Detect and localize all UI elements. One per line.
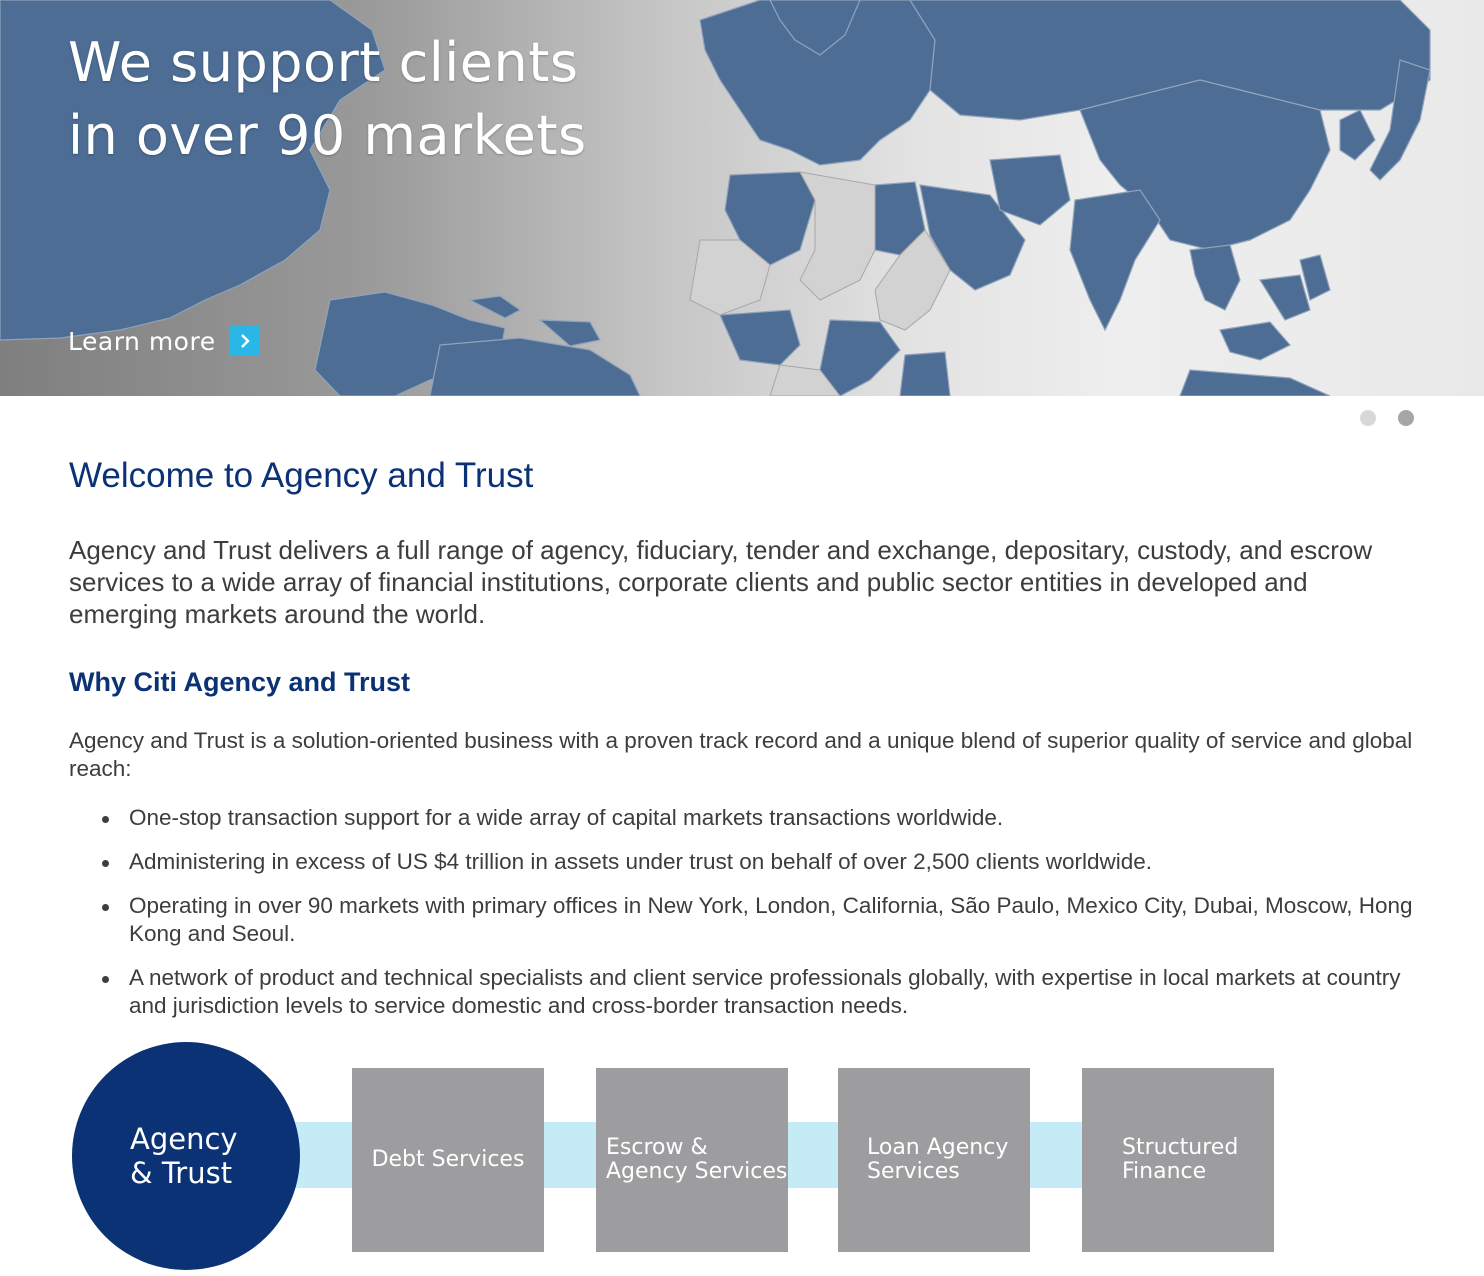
learn-more-link[interactable] xyxy=(68,324,260,358)
structured-finance-label: Structured Finance xyxy=(1122,1135,1239,1184)
carousel-dot-1[interactable] xyxy=(1360,410,1376,426)
chevron-right-icon[interactable] xyxy=(230,326,260,356)
why-citi-heading: Why Citi Agency and Trust xyxy=(69,667,411,697)
list-item: Operating in over 90 markets with primary offices in New York, London, California, São Paulo, Mexico City, Dubai, Moscow, Hong Kong and Seoul. xyxy=(129,892,1419,948)
services-diagram xyxy=(0,1030,1484,1276)
carousel-pagination xyxy=(1360,410,1414,426)
structured-finance-box[interactable] xyxy=(1082,1068,1274,1252)
agency-trust-hub[interactable] xyxy=(72,1042,300,1270)
learn-more-label: Learn more xyxy=(68,326,216,356)
list-item: Administering in excess of US $4 trillion in assets under trust on behalf of over 2,500 clients worldwide. xyxy=(129,848,1419,876)
loan-agency-services-label: Loan Agency Services xyxy=(867,1135,1009,1184)
hero-headline-line2: in over 90 markets xyxy=(68,104,587,167)
why-citi-paragraph: Agency and Trust is a solution-oriented business with a proven track record and a unique blend of superior quality of service and global reach: xyxy=(69,728,1413,781)
page-title: Welcome to Agency and Trust xyxy=(69,456,534,495)
list-item: One-stop transaction support for a wide array of capital markets transactions worldwide. xyxy=(129,804,1419,832)
hero-headline xyxy=(68,26,587,172)
debt-services-box[interactable] xyxy=(352,1068,544,1252)
hub-label: Agency & Trust xyxy=(130,1122,238,1190)
hero-headline-line1: We support clients xyxy=(68,31,579,94)
main-content xyxy=(69,455,1419,1036)
benefits-list xyxy=(69,804,1419,1020)
intro-paragraph: Agency and Trust delivers a full range of agency, fiduciary, tender and exchange, depositary, custody, and escrow services to a wide array of financial institutions, corporate clients and public sector entities in developed and emerging markets around the world. xyxy=(69,535,1373,629)
escrow-agency-services-label: Escrow & Agency Services xyxy=(606,1135,788,1184)
list-item: A network of product and technical specialists and client service professionals globally, with expertise in local markets at country and jurisdiction levels to service domestic and cross-border transaction needs. xyxy=(129,964,1419,1020)
escrow-agency-services-box[interactable] xyxy=(596,1068,788,1252)
debt-services-label: Debt Services xyxy=(371,1147,525,1172)
loan-agency-services-box[interactable] xyxy=(838,1068,1030,1252)
hero-banner xyxy=(0,0,1484,396)
carousel-dot-2[interactable] xyxy=(1398,410,1414,426)
